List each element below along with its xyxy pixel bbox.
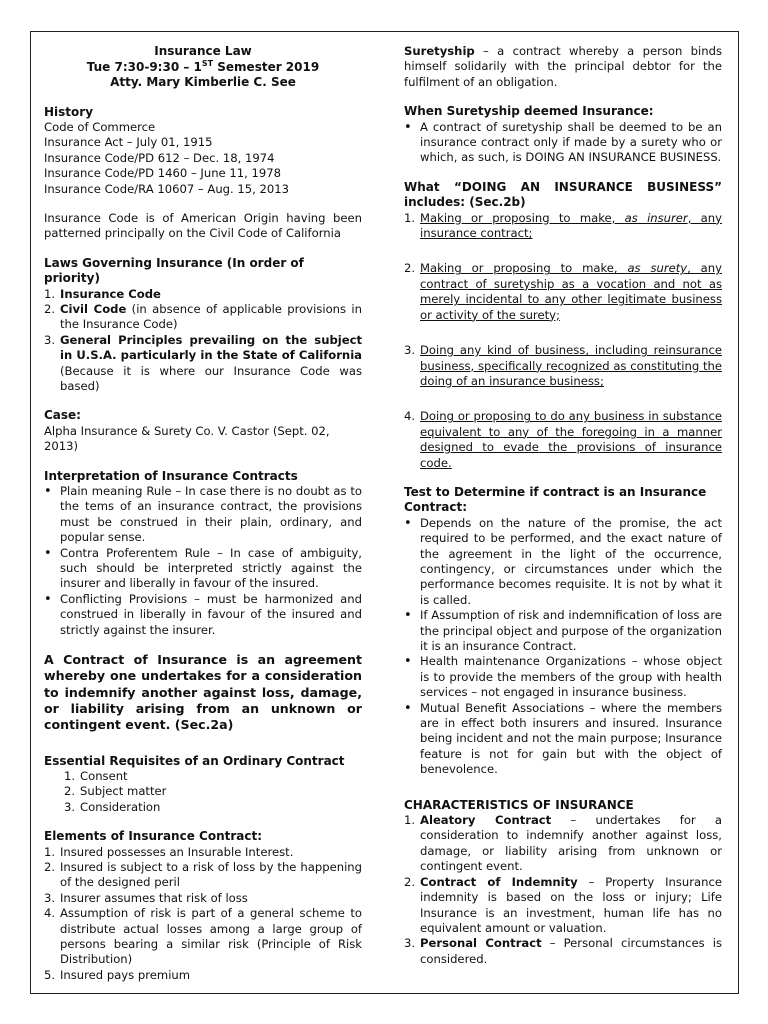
element-item: 4. Assumption of risk is part of a general scheme to distribute actual losses among a large group of persons bearing a similar risk (Principle of Risk Distribution) xyxy=(44,906,362,967)
bullet-icon: • xyxy=(404,654,412,670)
element-item: 2. Insured is subject to a risk of loss by the happening of the designed peril xyxy=(44,860,362,890)
doing-business-item: 4. Doing or proposing to do any business in substance equivalent to any of the foregoing in a manner designed to evade the provisions of insurance code. xyxy=(404,409,722,470)
bullet-icon: • xyxy=(44,591,52,607)
origin-paragraph: Insurance Code is of American Origin having been patterned principally on the Civil Code of California xyxy=(44,210,362,241)
characteristic-item: 1. Aleatory Contract – undertakes for a consideration to indemnify another against loss, damage, or liability arising from unknown or contingent event. xyxy=(404,813,722,874)
bullet-icon: • xyxy=(404,608,412,624)
test-item: • Depends on the nature of the promise, the act required to be performed, and the exact nature of the agreement in the light of the occurrence, contingency, or circumstances under which the performance becomes requisite. It is not by what it is called. xyxy=(404,515,722,607)
course-title: Insurance Law xyxy=(154,44,252,58)
requisite-item: 3. Consideration xyxy=(64,799,161,814)
history-heading: History xyxy=(44,104,94,119)
element-item: 3. Insurer assumes that risk of loss xyxy=(44,890,248,905)
instructor-name: Atty. Mary Kimberlie C. See xyxy=(110,75,296,89)
bullet-icon: • xyxy=(44,484,52,500)
bullet-icon: • xyxy=(404,700,412,716)
test-item: • Mutual Benefit Associations – where the members are in effect both insurers and insured. Insurance being incident and not the main purpose; Insurance feature is not for gain but with the object of benevolence. xyxy=(404,700,722,777)
test-heading: Test to Determine if contract is an Insurance Contract: xyxy=(404,484,707,515)
history-item: Insurance Code/PD 1460 – June 11, 1978 xyxy=(44,166,281,181)
doing-business-item: 2. Making or proposing to make, as surety, any contract of suretyship as a vocation and not as merely incidental to any other legitimate business or activity of the surety; xyxy=(404,261,722,322)
history-item: Insurance Act – July 01, 1915 xyxy=(44,135,213,150)
document-header xyxy=(44,44,362,91)
requisite-item: 1. Consent xyxy=(64,768,128,783)
law-item: 1. Insurance Code xyxy=(44,286,161,301)
interpretation-item: • Plain meaning Rule – In case there is no doubt as to the tems of an insurance contract, the provisions must be construed in their plain, ordinary, and popular sense. xyxy=(44,484,362,545)
history-item: Insurance Code/PD 612 – Dec. 18, 1974 xyxy=(44,150,275,165)
bullet-icon: • xyxy=(404,119,412,135)
law-item: 3. General Principles prevailing on the subject in U.S.A. particularly in the State of California (Because it is where our Insurance Code was based) xyxy=(44,332,362,393)
laws-heading: Laws Governing Insurance (In order of priority) xyxy=(44,255,304,286)
interpretation-heading: Interpretation of Insurance Contracts xyxy=(44,468,298,483)
characteristics-heading: CHARACTERISTICS OF INSURANCE xyxy=(404,797,634,812)
history-item: Insurance Code/RA 10607 – Aug. 15, 2013 xyxy=(44,181,290,196)
element-item: 1. Insured possesses an Insurable Interest. xyxy=(44,844,294,859)
requisite-item: 2. Subject matter xyxy=(64,784,167,799)
interpretation-item: • Contra Proferentem Rule – In case of ambiguity, such should be interpreted strictly against the insurer and liberally in favour of the insured. xyxy=(44,545,362,591)
insurance-definition: A Contract of Insurance is an agreement whereby one undertakes for a consideration to indemnify another against loss, damage, or liability arising from an unknown or contingent event. (Sec.2a) xyxy=(44,652,362,733)
case-heading: Case: xyxy=(44,408,81,423)
history-item: Code of Commerce xyxy=(44,119,156,134)
suretyship-deemed-heading: When Suretyship deemed Insurance: xyxy=(404,104,654,119)
elements-heading: Elements of Insurance Contract: xyxy=(44,829,263,844)
characteristic-item: 2. Contract of Indemnity – Property Insurance indemnity is based on the loss or injury; Life Insurance is an investment, human life has no equivalent amount or valuation. xyxy=(404,874,722,935)
test-item: • Health maintenance Organizations – whose object is to provide the members of the group with health services – not engaged in insurance business. xyxy=(404,654,722,700)
element-item: 5. Insured pays premium xyxy=(44,967,191,982)
requisites-heading: Essential Requisites of an Ordinary Contract xyxy=(44,753,345,768)
doing-business-item: 1. Making or proposing to make, as insurer, any insurance contract; xyxy=(404,210,722,241)
doing-business-heading: What “DOING AN INSURANCE BUSINESS” includes: (Sec.2b) xyxy=(404,179,722,210)
doing-business-item: 3. Doing any kind of business, including reinsurance business, specifically recognized as constituting the doing of an insurance business; xyxy=(404,343,722,388)
case-citation: Alpha Insurance & Surety Co. V. Castor (Sept. 02, 2013) xyxy=(44,423,330,454)
law-item: 2. Civil Code (in absence of applicable provisions in the Insurance Code) xyxy=(44,301,362,332)
left-column xyxy=(44,44,362,983)
bullet-icon: • xyxy=(44,545,52,561)
suretyship-deemed-item: • A contract of suretyship shall be deemed to be an insurance contract only if made by a surety who or which, as such, is DOING AN INSURANCE BUSINESS. xyxy=(404,119,722,165)
course-schedule: Tue 7:30-9:30 – 1ST Semester 2019 xyxy=(86,58,320,74)
interpretation-item: • Conflicting Provisions – must be harmonized and construed in liberally in favour of the insured and strictly against the insurer. xyxy=(44,591,362,637)
suretyship-definition: Suretyship – a contract whereby a person binds himself solidarily with the principal debtor for the fulfilment of an obligation. xyxy=(404,44,722,89)
right-column xyxy=(404,44,722,967)
test-item: • If Assumption of risk and indemnification of loss are the principal object and purpose of the organization it is an insurance Contract. xyxy=(404,608,722,653)
characteristic-item: 3. Personal Contract – Personal circumstances is considered. xyxy=(404,936,722,966)
bullet-icon: • xyxy=(404,515,412,531)
